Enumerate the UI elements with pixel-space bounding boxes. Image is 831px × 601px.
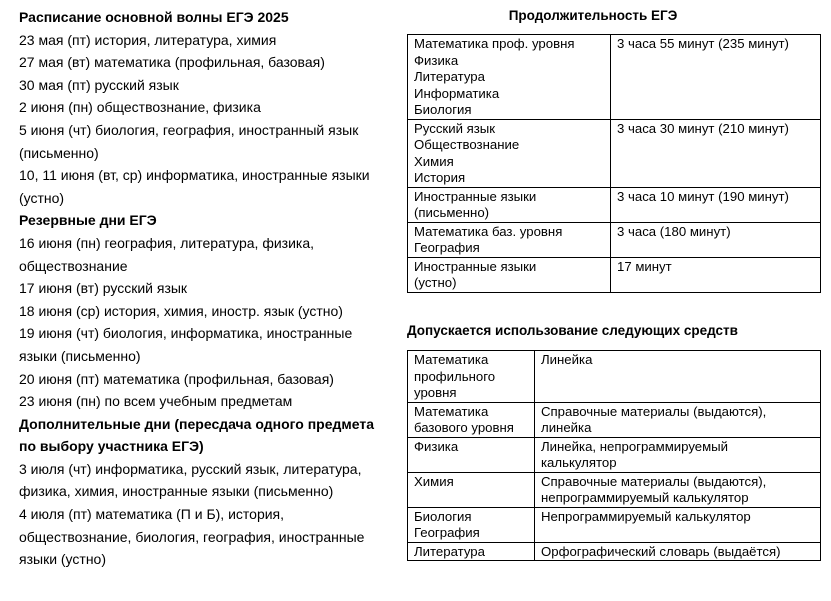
duration-line: 3 часа 30 минут (210 минут) xyxy=(617,120,789,136)
reserve-item: 18 июня (ср) история, химия, иностр. язык (устно) xyxy=(19,302,343,319)
main-wave-heading: Расписание основной волны ЕГЭ 2025 xyxy=(19,9,289,25)
tools-item-cell xyxy=(535,542,821,561)
tool-line: Линейка, непрограммируемый xyxy=(541,438,729,454)
extra-item: 4 июля (пт) математика (П и Б), история, обществознание, биология, география, иностранные языки (устно) xyxy=(19,506,365,568)
tools-subject-cell xyxy=(408,507,535,542)
table-row xyxy=(408,187,821,222)
tools-item-cell xyxy=(535,351,821,403)
allowed-tools-table xyxy=(407,350,821,561)
subject-line: базового уровня xyxy=(414,420,514,435)
schedule-item: 5 июня (чт) биология, география, иностранный язык (письменно) xyxy=(19,121,359,161)
tool-line: линейка xyxy=(541,420,592,435)
subject-line: уровня xyxy=(414,385,457,400)
duration-line: 3 часа (180 минут) xyxy=(617,223,731,239)
duration-time-cell xyxy=(611,187,821,222)
tools-item-cell xyxy=(535,402,821,437)
subject-line: Физика xyxy=(414,438,459,454)
duration-time-cell xyxy=(611,35,821,120)
subject-line: Математика xyxy=(414,403,489,419)
tools-subject-cell xyxy=(408,472,535,507)
tools-item-cell xyxy=(535,472,821,507)
subject-line: Биология xyxy=(414,102,472,117)
tool-line: Справочные материалы (выдаются), xyxy=(541,403,767,419)
duration-subjects-cell xyxy=(408,222,611,257)
subject-line: Химия xyxy=(414,153,454,169)
table-row xyxy=(408,472,821,507)
subject-line: Иностранные языки xyxy=(414,188,537,204)
duration-time-cell xyxy=(611,257,821,292)
table-row xyxy=(408,507,821,542)
subject-line: Информатика xyxy=(414,85,500,101)
tools-subject-cell xyxy=(408,351,535,403)
duration-line: 3 часа 55 минут (235 минут) xyxy=(617,36,789,51)
extra-days-heading: Дополнительные дни (пересдача одного предмета по выбору участника ЕГЭ) xyxy=(19,415,374,455)
tool-line: Орфографический словарь (выдаётся) xyxy=(541,543,781,559)
allowed-tools-title: Допускается использование следующих средств xyxy=(407,323,738,338)
schedule-item: 27 мая (вт) математика (профильная, базовая) xyxy=(19,54,325,71)
subject-line: История xyxy=(414,170,466,185)
subject-line: География xyxy=(414,240,480,255)
subject-line: Математика проф. уровня xyxy=(414,36,575,51)
duration-time-cell xyxy=(611,119,821,187)
duration-table xyxy=(407,34,821,293)
duration-subjects-cell xyxy=(408,119,611,187)
subject-line: Физика xyxy=(414,52,459,68)
duration-subjects-cell xyxy=(408,257,611,292)
subject-line: Литература xyxy=(414,543,485,559)
duration-time-cell xyxy=(611,222,821,257)
tools-item-cell xyxy=(535,507,821,542)
tools-item-cell xyxy=(535,437,821,472)
table-row xyxy=(408,542,821,561)
schedule-item: 23 мая (пт) история, литература, химия xyxy=(19,31,277,48)
table-row xyxy=(408,35,821,120)
subject-line: Иностранные языки xyxy=(414,258,537,274)
table-row xyxy=(408,222,821,257)
subject-line: География xyxy=(414,525,480,540)
subject-line: Литература xyxy=(414,69,485,84)
reserve-item: 19 июня (чт) биология, информатика, иностранные языки (письменно) xyxy=(19,325,353,364)
reserve-item: 20 июня (пт) математика (профильная, базовая) xyxy=(19,370,334,387)
table-row xyxy=(408,119,821,187)
reserve-item: 16 июня (пн) география, литература, физика, обществознание xyxy=(19,234,315,274)
reserve-item: 17 июня (вт) русский язык xyxy=(19,280,188,297)
reserve-item: 23 июня (пн) по всем учебным предметам xyxy=(19,393,293,410)
subject-line: (письменно) xyxy=(414,205,490,220)
reserve-days-heading: Резервные дни ЕГЭ xyxy=(19,212,157,229)
table-row xyxy=(408,402,821,437)
tool-line: Непрограммируемый калькулятор xyxy=(541,508,751,524)
subject-line: Математика xyxy=(414,352,489,367)
duration-subjects-cell xyxy=(408,35,611,120)
table-row xyxy=(408,437,821,472)
tools-subject-cell xyxy=(408,402,535,437)
tool-line: Справочные материалы (выдаются), xyxy=(541,473,767,489)
duration-line: 3 часа 10 минут (190 минут) xyxy=(617,188,789,204)
duration-title: Продолжительность ЕГЭ xyxy=(508,8,678,23)
subject-line: Русский язык xyxy=(414,120,496,136)
table-row xyxy=(408,351,821,403)
schedule-item: 10, 11 июня (вт, ср) информатика, иностранные языки (устно) xyxy=(19,167,370,206)
schedule-column xyxy=(19,6,391,571)
table-row xyxy=(408,257,821,292)
subject-line: Обществознание xyxy=(414,137,520,152)
duration-line: 17 минут xyxy=(617,258,672,274)
tools-subject-cell xyxy=(408,542,535,561)
subject-line: (устно) xyxy=(414,275,457,290)
tool-line: калькулятор xyxy=(541,455,617,470)
tools-subject-cell xyxy=(408,437,535,472)
subject-line: профильного xyxy=(414,368,496,384)
subject-line: Химия xyxy=(414,473,454,489)
schedule-item: 2 июня (пн) обществознание, физика xyxy=(19,99,261,116)
schedule-item: 30 мая (пт) русский язык xyxy=(19,76,179,93)
duration-subjects-cell xyxy=(408,187,611,222)
subject-line: Математика баз. уровня xyxy=(414,223,563,239)
tool-line: непрограммируемый калькулятор xyxy=(541,490,749,505)
subject-line: Биология xyxy=(414,508,472,524)
tool-line: Линейка xyxy=(541,352,593,367)
extra-item: 3 июля (чт) информатика, русский язык, литература, физика, химия, иностранные языки (письменно) xyxy=(19,460,362,500)
